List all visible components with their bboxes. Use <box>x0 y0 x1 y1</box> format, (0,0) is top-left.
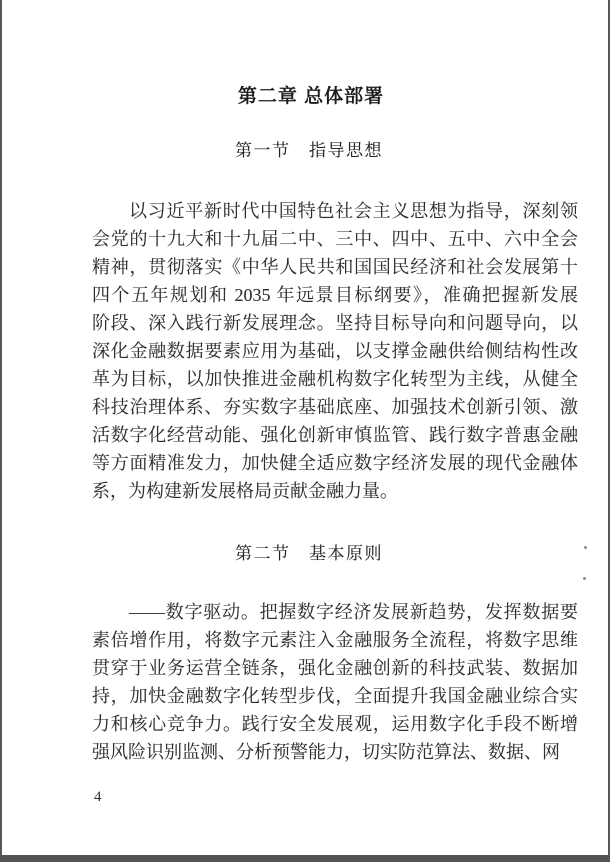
text-line: 精神，贯彻落实《中华人民共和国国民经济和社会发展第十 <box>92 257 578 277</box>
text-line: 素倍增作用，将数字元素注入金融服务全流程，将数字思维 <box>92 630 578 650</box>
text-line: 活数字化经营动能、强化创新审慎监管、践行数字普惠金融 <box>92 425 578 445</box>
section-1-paragraph <box>92 197 578 505</box>
text-line: 力和核心竞争力。践行安全发展观，运用数字化手段不断增 <box>92 714 578 734</box>
text-line: 革为目标，以加快推进金融机构数字化转型为主线，从健全 <box>92 369 578 389</box>
scan-speck <box>583 577 586 580</box>
text-line: 会党的十九大和十九届二中、三中、四中、五中、六中全会 <box>92 229 578 249</box>
text-line: ——数字驱动。把握数字经济发展新趋势，发挥数据要 <box>129 602 578 622</box>
text-line: 持，加快金融数字化转型步伐，全面提升我国金融业综合实 <box>92 686 578 706</box>
text-line: 阶段、深入践行新发展理念。坚持目标导向和问题导向，以 <box>92 313 578 333</box>
section-1-heading: 第一节 指导思想 <box>235 141 383 160</box>
text-line: 等方面精准发力，加快健全适应数字经济发展的现代金融体 <box>92 453 578 473</box>
chapter-heading: 第二章 总体部署 <box>237 86 385 107</box>
text-line: 贯穿于业务运营全链条，强化金融创新的科技武装、数据加 <box>92 658 578 678</box>
text-line: 深化金融数据要素应用为基础，以支撑金融供给侧结构性改 <box>92 341 578 361</box>
section-2-heading: 第二节 基本原则 <box>235 544 383 563</box>
text-line: 以习近平新时代中国特色社会主义思想为指导，深刻领 <box>129 201 578 221</box>
scan-speck <box>584 546 587 549</box>
text-line: 科技治理体系、夯实数字基础底座、加强技术创新引领、激 <box>92 397 578 417</box>
scan-edge-left <box>0 0 2 862</box>
scan-edge-bottom <box>0 855 610 862</box>
text-line: 系，为构建新发展格局贡献金融力量。 <box>92 481 398 501</box>
page-number: 4 <box>94 789 102 805</box>
section-2-paragraph <box>92 598 578 766</box>
text-line: 强风险识别监测、分析预警能力，切实防范算法、数据、网 <box>92 742 560 762</box>
text-line: 四个五年规划和 2035 年远景目标纲要》，准确把握新发展 <box>92 285 578 305</box>
